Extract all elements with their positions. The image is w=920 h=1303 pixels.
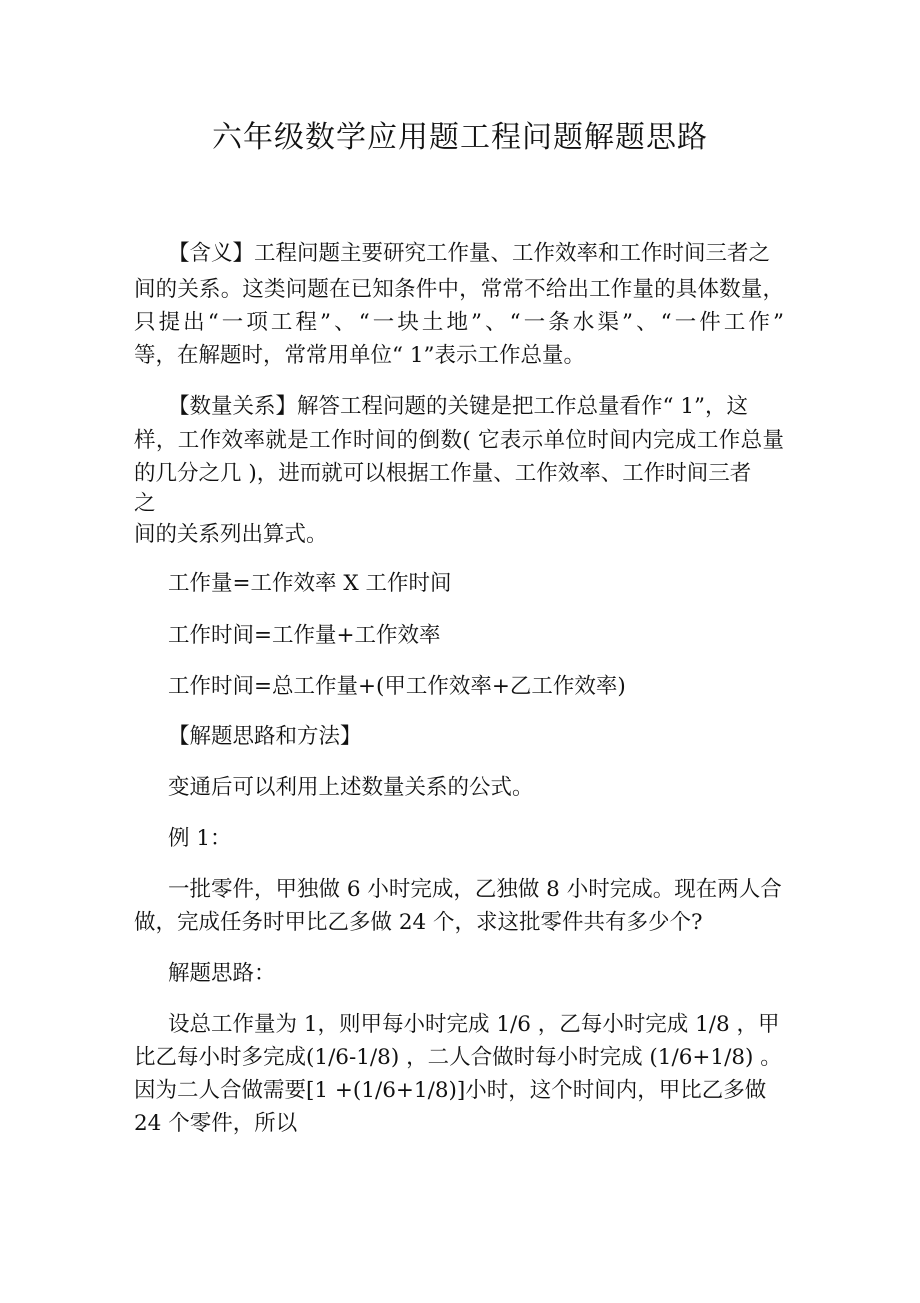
formula-line: 工作量=工作效率 X 工作时间 (168, 571, 452, 596)
paragraph-line: 设总工作量为 1，则甲每小时完成 1/6 ，乙每小时完成 1/8 ，甲 (168, 1012, 780, 1037)
paragraph-line: 间的关系。这类问题在已知条件中，常常不给出工作量的具体数量， (134, 277, 784, 302)
paragraph-line: 【含义】工程问题主要研究工作量、工作效率和工作时间三者之 (168, 241, 771, 266)
page-title: 六年级数学应用题工程问题解题思路 (212, 120, 708, 155)
paragraph-line: 做，完成任务时甲比乙多做 24 个，求这批零件共有多少个? (134, 910, 703, 935)
paragraph-line: 样，工作效率就是工作时间的倒数( 它表示单位时间内完成工作总量 (134, 428, 784, 453)
paragraph-line: 只提出“一项工程”、“一块土地”、“一条水渠”、“一件工作” (134, 310, 784, 335)
paragraph-line: 变通后可以利用上述数量关系的公式。 (168, 775, 534, 800)
paragraph-line: 等，在解题时，常常用单位“ 1”表示工作总量。 (134, 343, 585, 368)
paragraph-line: 一批零件，甲独做 6 小时完成，乙独做 8 小时完成。现在两人合 (168, 877, 782, 902)
example-label: 例 1： (168, 826, 232, 851)
formula-line: 工作时间=总工作量+(甲工作效率+乙工作效率) (168, 674, 626, 699)
section-heading: 【解题思路和方法】 (168, 724, 362, 749)
paragraph-line: 24 个零件，所以 (134, 1111, 298, 1136)
paragraph-line: 【数量关系】解答工程问题的关键是把工作总量看作“ 1”，这 (168, 394, 748, 419)
paragraph-line: 比乙每小时多完成(1/6-1/8) ，二人合做时每小时完成 (1/6+1/8) 。 (134, 1045, 782, 1070)
paragraph-line: 间的关系列出算式。 (134, 522, 328, 547)
paragraph-line: 之 (134, 491, 156, 516)
paragraph-line: 的几分之几 )，进而就可以根据工作量、工作效率、工作时间三者 (134, 461, 752, 486)
paragraph-line: 因为二人合做需要[1 +(1/6+1/8)]小时，这个时间内，甲比乙多做 (134, 1078, 767, 1103)
section-label: 解题思路： (168, 961, 276, 986)
formula-line: 工作时间=工作量+工作效率 (168, 623, 441, 648)
